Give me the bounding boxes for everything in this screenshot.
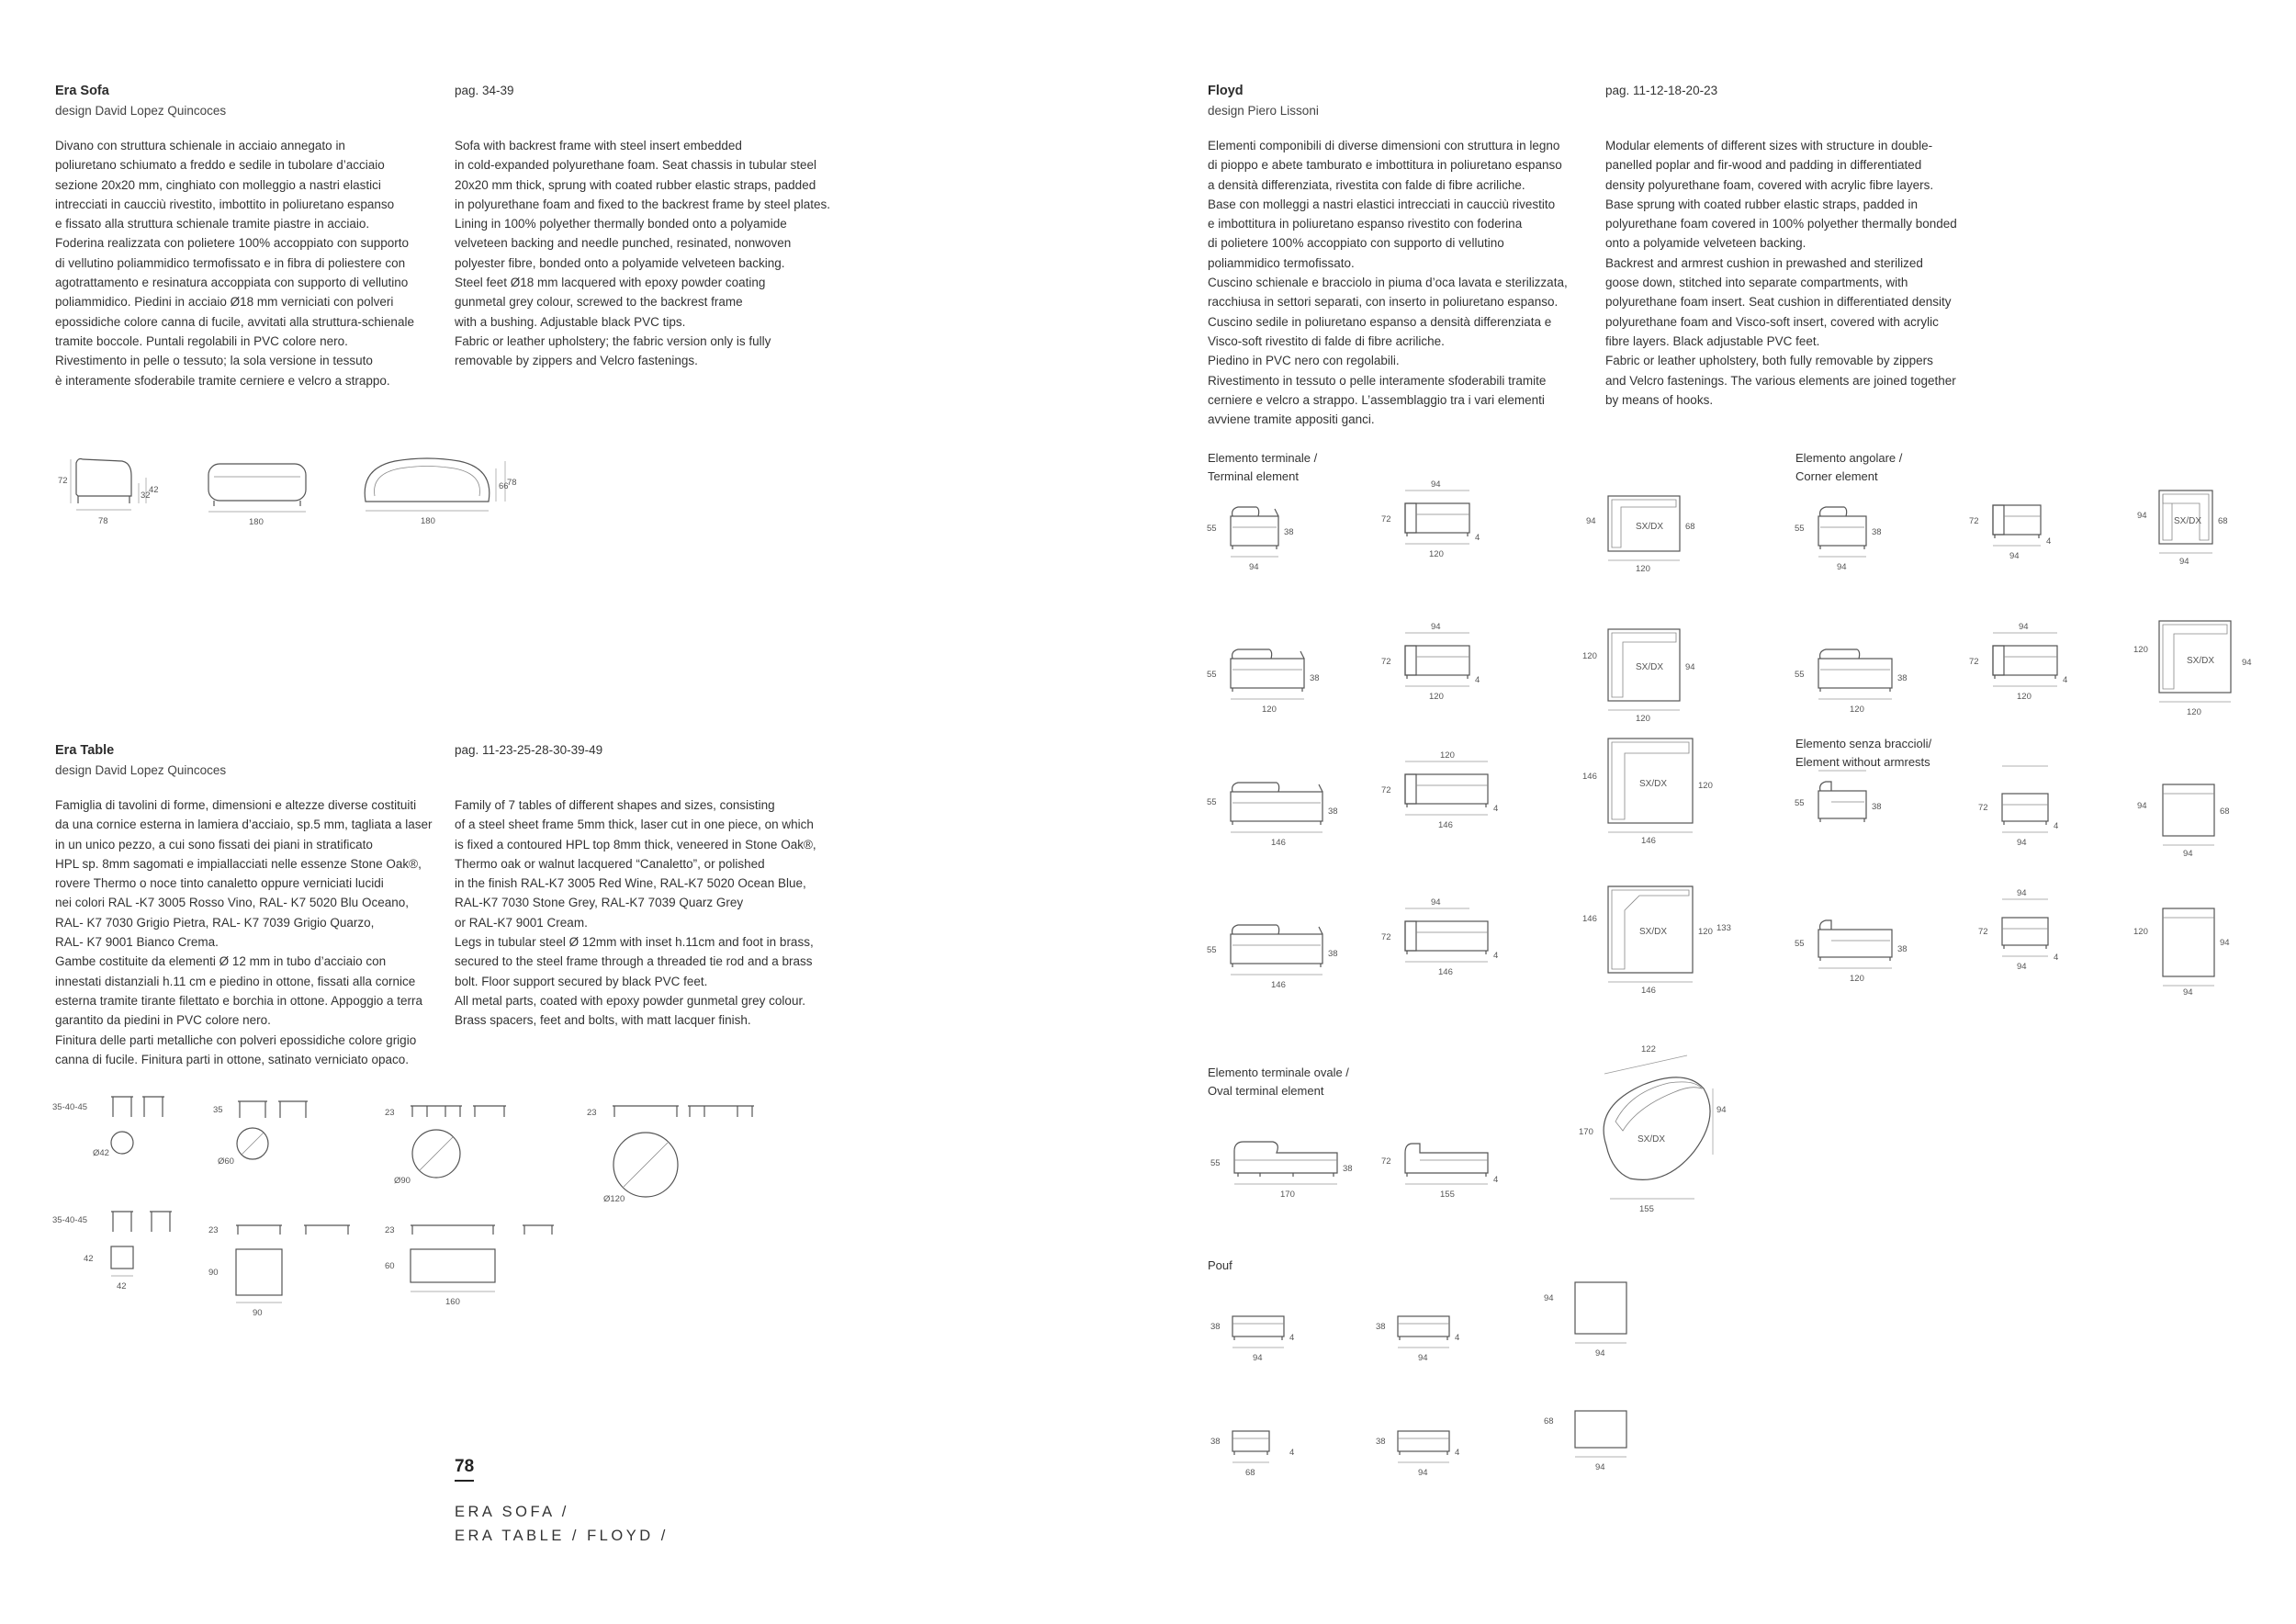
era-table-sq-w: 42	[117, 1281, 127, 1291]
floyd-pouf-3	[1529, 1277, 1658, 1369]
dim-text: 4	[1455, 1333, 1460, 1343]
floyd-designer: design Piero Lissoni	[1208, 104, 1319, 118]
dim-text: 94	[2137, 511, 2147, 521]
dim-text: 4	[1493, 804, 1499, 814]
dim-text: 146	[1641, 986, 1656, 996]
dim-text: SX/DX	[1638, 1134, 1666, 1145]
dim-text: 4	[1493, 1175, 1499, 1185]
dim-text: 155	[1639, 1204, 1654, 1214]
floyd-terminal-front-4	[1203, 914, 1350, 997]
floyd-corner-front-1	[1791, 496, 1901, 579]
dim-text: 4	[2054, 953, 2059, 963]
floyd-corner-side-2	[1956, 620, 2085, 721]
floyd-terminal-front-2	[1203, 638, 1332, 721]
dim-text: 4	[1475, 675, 1480, 685]
dim-text: 4	[2054, 821, 2059, 831]
dim-text: 38	[1897, 944, 1908, 954]
dim-text: 38	[1897, 673, 1908, 683]
dim-text: 72	[1381, 1156, 1391, 1167]
dim-text: 55	[1210, 1158, 1221, 1168]
dim-text: SX/DX	[2174, 516, 2202, 526]
dim-text: 4	[2063, 675, 2068, 685]
dim-text: 146	[1641, 836, 1656, 846]
era-table-r-w: 160	[445, 1297, 460, 1307]
dim-text: 68	[2218, 516, 2228, 526]
era-table-text-it: Famiglia di tavolini di forme, dimensioni e altezze diverse costituiti da una cornice esterna in lamiera d’acciaio, sp.5 mm, tagliata a laser in un unico pezzo, a cui sono fissati dei piani in stratificato HPL sp. 8mm sagomati e impiallacciati nelle essenze Stone Oak®, rovere Thermo o noce tinto canaletto oppure verniciati lucidi nei colori RAL -K7 3005 Rosso Vino, RAL- K7 5020 Blu Oceano, RAL- K7 7030 Grigio Pietra, RAL- K7 7039 Grigio Quarzo, RAL- K7 9001 Bianco Crema. Gambe costituite da elementi Ø 12 mm in tubo d’acciaio con innestati distanziali h.11 cm e piedino in ottone, fissati alla cornice esterna tramite tirante filettato e borchia in ottone. Appoggio a terra garantito da piedini in PVC colore nero. Finitura delle parti metalliche con polveri epossidiche colore grigio canna di fucile. Finitura parti in ottone, satinato verniciato opaco.	[55, 798, 433, 1066]
dim-text: 38	[1376, 1322, 1386, 1332]
dim-text: 94	[2019, 622, 2029, 632]
footer-title: ERA SOFA / ERA TABLE / FLOYD /	[455, 1504, 669, 1544]
era-table-h4: 23	[587, 1108, 597, 1118]
floyd-text-it: Elementi componibili di diverse dimensioni con struttura in legno di pioppo e abete tamburato e imbottitura in poliuretano espanso a densità differenziata, rivestita con falde di fibre acriliche. Base con molleggi a nastri elastici intrecciati in caucciù rivestito e imbottitura in poliuretano espanso rivestito con foderina di polietere 100% accoppiato con supporto di vellutino poliammidico termofissato. Cuscino schienale e bracciolo in piuma d’oca lavata e sterilizzata, racchiusa in settori separati, con inserto in poliuretano espanso. Cuscino sedile in poliuretano espanso a densità differenziata e Visco-soft rivestito di falde di fibre acriliche. Piedino in PVC nero con regolabili. Rivestimento in tessuto o pelle interamente sfoderabili tramite cerniere e velcro a strappo. L’assemblaggio tra i vari elementi avviene tramite appositi ganci.	[1208, 139, 1568, 427]
era-table-h2: 35	[213, 1105, 223, 1115]
floyd-terminal-top-3	[1575, 735, 1731, 854]
dim-text: 94	[2183, 987, 2193, 998]
dim-text: 68	[1245, 1468, 1255, 1478]
dim-text: 94	[1544, 1293, 1554, 1303]
dim-text: 120	[1429, 549, 1444, 559]
dim-text: 120	[1698, 927, 1713, 937]
floyd-oval-front	[1203, 1125, 1368, 1212]
era-sofa-top-d1: 66	[499, 481, 509, 491]
era-sofa-top-drawing	[349, 450, 517, 528]
dim-text: 72	[1978, 927, 1988, 937]
dim-text: 94	[2242, 658, 2252, 668]
dim-text: 72	[1381, 932, 1391, 942]
dim-text: 120	[2187, 707, 2201, 717]
floyd-corner-top-1	[2126, 487, 2264, 579]
dim-text: 38	[1328, 806, 1338, 817]
dim-text: 146	[1271, 838, 1286, 848]
dim-text: 133	[1716, 923, 1731, 933]
dim-text: 146	[1438, 820, 1453, 830]
dim-text: SX/DX	[1639, 779, 1668, 789]
dim-text: 4	[2046, 536, 2052, 547]
era-sofa-front-w: 180	[249, 517, 264, 527]
era-table-m-h: 23	[208, 1225, 219, 1235]
dim-text: SX/DX	[1636, 522, 1664, 532]
era-sofa-side-drawing	[51, 450, 179, 524]
floyd-pages: pag. 11-12-18-20-23	[1605, 84, 1718, 97]
dim-text: 94	[2179, 557, 2189, 567]
dim-text: 68	[1685, 522, 1695, 532]
floyd-noarm-top-1	[2126, 781, 2264, 863]
dim-text: 94	[2137, 801, 2147, 811]
dim-text: 94	[1595, 1462, 1605, 1472]
dim-text: 94	[1837, 562, 1847, 572]
floyd-terminal-label: Elemento terminale / Terminal element	[1208, 451, 1318, 483]
dim-text: 94	[1685, 662, 1695, 672]
floyd-pouf-5	[1368, 1415, 1497, 1488]
dim-text: 146	[1438, 967, 1453, 977]
floyd-text-en: Modular elements of different sizes with structure in double- panelled poplar and fir-wood and padding in differentiated density polyurethane foam, covered with acrylic fibre layers. Base sprung with coated rubber elastic straps, padded in polyurethane foam covered in 100% polyether thermally bonded onto a polyamide velveteen backing. Backrest and armrest cushion in prewashed and sterilized goose down, stitched into separate compartments, with polyurethane foam insert. Seat cushion in differentiated density polyurethane foam and Visco-soft insert, covered with acrylic fibre layers. Black adjustable PVC feet. Fabric or leather upholstery, both fully removable by zippers and Velcro fastenings. The various elements are joined together by means of hooks.	[1605, 139, 1957, 407]
era-sofa-arm-h: 42	[149, 485, 159, 495]
era-table-h1: 35-40-45	[52, 1102, 88, 1112]
floyd-noarm-top-2	[2126, 905, 2264, 997]
floyd-corner-front-2	[1791, 638, 1919, 721]
dim-text: 120	[1429, 692, 1444, 702]
dim-text: 155	[1440, 1190, 1455, 1200]
dim-text: 120	[1440, 750, 1455, 761]
dim-text: 146	[1271, 980, 1286, 990]
era-table-designer: design David Lopez Quincoces	[55, 763, 227, 777]
era-table-square-drawing	[51, 1208, 179, 1291]
dim-text: 120	[1636, 714, 1650, 724]
dim-text: 94	[2017, 962, 2027, 972]
era-table-m-w: 90	[253, 1308, 263, 1318]
dim-text: 38	[1872, 802, 1882, 812]
page-number: 78	[455, 1457, 474, 1482]
dim-text: 4	[1475, 533, 1480, 543]
dim-text: 38	[1376, 1437, 1386, 1447]
era-table-title: Era Table	[55, 743, 115, 758]
floyd-corner-top-2	[2126, 615, 2282, 721]
floyd-pouf-4	[1203, 1415, 1332, 1488]
dim-text: 94	[2220, 938, 2230, 948]
floyd-noarm-front-1	[1791, 767, 1901, 854]
dim-text: 4	[1455, 1448, 1460, 1458]
floyd-noarm-front-2	[1791, 909, 1919, 997]
era-table-d42-drawing	[51, 1093, 179, 1167]
era-table-m-d: 90	[208, 1268, 219, 1278]
floyd-oval-label: Elemento terminale ovale / Oval terminal element	[1208, 1066, 1349, 1098]
dim-text: 120	[1636, 564, 1650, 574]
dim-text: 38	[1210, 1322, 1221, 1332]
dim-text: 120	[2133, 927, 2148, 937]
era-table-d60-drawing	[207, 1098, 326, 1171]
floyd-terminal-side-4	[1368, 896, 1515, 997]
floyd-pouf-1	[1203, 1300, 1332, 1373]
era-table-d120-drawing	[583, 1102, 767, 1203]
dim-text: 94	[1431, 479, 1441, 490]
era-sofa-front-drawing	[197, 455, 317, 528]
dim-text: 94	[1595, 1348, 1605, 1359]
floyd-title: Floyd	[1208, 84, 1244, 98]
era-sofa-text-en: Sofa with backrest frame with steel insert embedded in cold-expanded polyurethane foam. Seat chassis in tubular steel 20x20 mm thick, sprung with coated rubber elastic straps, padded in polyurethane foam and fixed to the backrest frame by steel plates. Lining in 100% polyether thermally bonded onto a polyamide velveteen backing and needle punched, resinated, nonwoven polyester fibre, bonded onto a polyamide velveteen backing. Steel feet Ø18 mm lacquered with epoxy powder coating gunmetal grey colour, screwed to the backrest frame with a bushing. Adjustable black PVC tips. Fabric or leather upholstery; the fabric version only is fully removable by zippers and Velcro fastenings.	[455, 139, 830, 368]
dim-text: 72	[1381, 514, 1391, 524]
dim-text: 94	[1249, 562, 1259, 572]
dim-text: SX/DX	[2187, 656, 2215, 666]
dim-text: 120	[1698, 781, 1713, 791]
dim-text: 55	[1207, 797, 1217, 807]
era-table-d42: Ø42	[93, 1148, 109, 1158]
era-table-sq-s: 42	[84, 1254, 94, 1264]
era-table-sq-h: 35-40-45	[52, 1215, 88, 1225]
dim-text: 94	[1418, 1353, 1428, 1363]
dim-text: 72	[1381, 657, 1391, 667]
era-table-pages: pag. 11-23-25-28-30-39-49	[455, 743, 603, 757]
floyd-pouf-2	[1368, 1300, 1497, 1373]
dim-text: 94	[2017, 838, 2027, 848]
dim-text: 120	[1850, 705, 1864, 715]
dim-text: 120	[2133, 645, 2148, 655]
dim-text: 146	[1582, 914, 1597, 924]
floyd-corner-side-1	[1956, 496, 2066, 579]
dim-text: 72	[1969, 516, 1979, 526]
era-sofa-side-w: 78	[98, 516, 108, 526]
floyd-terminal-front-1	[1203, 496, 1313, 579]
dim-text: 146	[1582, 772, 1597, 782]
dim-text: 38	[1310, 673, 1320, 683]
dim-text: 120	[1582, 651, 1597, 661]
floyd-noarm-side-1	[1956, 762, 2066, 859]
dim-text: SX/DX	[1636, 662, 1664, 672]
dim-text: 94	[1431, 622, 1441, 632]
dim-text: 94	[1418, 1468, 1428, 1478]
dim-text: 120	[2017, 692, 2032, 702]
dim-text: 94	[2017, 888, 2027, 898]
era-table-d120: Ø120	[603, 1194, 625, 1204]
era-sofa-title: Era Sofa	[55, 84, 109, 98]
era-table-d90-drawing	[381, 1102, 546, 1185]
dim-text: 94	[1431, 897, 1441, 908]
dim-text: 38	[1872, 527, 1882, 537]
floyd-noarm-side-2	[1956, 888, 2066, 997]
floyd-terminal-top-1	[1575, 487, 1731, 579]
dim-text: 55	[1207, 524, 1217, 534]
era-sofa-seat-h: 32	[141, 491, 151, 501]
dim-text: 94	[2009, 551, 2020, 561]
floyd-terminal-top-2	[1575, 620, 1731, 726]
dim-text: 38	[1343, 1164, 1353, 1174]
era-table-d90: Ø90	[394, 1176, 411, 1186]
era-sofa-top-w: 180	[421, 516, 435, 526]
era-sofa-pages: pag. 34-39	[455, 84, 514, 97]
dim-text: 4	[1289, 1448, 1295, 1458]
dim-text: 4	[1289, 1333, 1295, 1343]
era-table-d60: Ø60	[218, 1156, 234, 1167]
dim-text: 38	[1210, 1437, 1221, 1447]
dim-text: 38	[1284, 527, 1294, 537]
floyd-oval-top	[1566, 1044, 1750, 1217]
era-table-text-en: Family of 7 tables of different shapes and sizes, consisting of a steel sheet frame 5mm thick, laser cut in one piece, on which is fixed a contoured HPL top 8mm thick, veneered in Stone Oak®, Thermo oak or walnut lacquered “Canaletto”, or polished in the finish RAL-K7 3005 Red Wine, RAL-K7 5020 Ocean Blue, RAL-K7 7030 Stone Grey, RAL-K7 7039 Quarz Grey or RAL-K7 9001 Cream. Legs in tubular steel Ø 12mm with inset h.11cm and foot in brass, secured to the steel frame through a threaded tie rod and a brass bolt. Floor support secured by black PVC feet. All metal parts, coated with epoxy powder gunmetal grey colour. Brass spacers, feet and bolts, with matt lacquer finish.	[455, 798, 816, 1028]
floyd-oval-side	[1368, 1125, 1515, 1212]
dim-text: 170	[1280, 1190, 1295, 1200]
dim-text: 38	[1328, 949, 1338, 959]
dim-text: 170	[1579, 1127, 1593, 1137]
era-sofa-top-d2: 78	[507, 478, 517, 488]
floyd-terminal-side-3	[1368, 749, 1515, 850]
era-sofa-text-it: Divano con struttura schienale in acciaio annegato in poliuretano schiumato a freddo e sedile in tubolare d’acciaio sezione 20x20 mm, cinghiato con molleggio a nastri elastici intrecciati in caucciù rivestito, imbottito in poliuretano espanso e fissato alla struttura schienale tramite piastre in acciaio. Foderina realizzata con polietere 100% accoppiato con supporto di vellutino poliammidico termofissato e in fibra di poliestere con agotrattamento e resinatura accoppiata con supporto di vellutino poliammidico. Piedini in acciaio Ø18 mm verniciati con polveri epossidiche colore canna di fucile, avvitati alla struttura-schienale tramite boccole. Puntali regolabili in PVC colore nero. Rivestimento in pelle o tessuto; la sola versione in tessuto è interamente sfoderabile tramite cerniere e velcro a strappo.	[55, 139, 414, 388]
dim-text: 55	[1207, 670, 1217, 680]
era-sofa-designer: design David Lopez Quincoces	[55, 104, 227, 118]
dim-text: 4	[1493, 951, 1499, 961]
era-table-rect-drawing	[381, 1222, 565, 1323]
floyd-pouf-6	[1529, 1405, 1658, 1479]
dim-text: 55	[1795, 798, 1805, 808]
floyd-terminal-side-2	[1368, 620, 1497, 721]
floyd-noarm-label: Elemento senza braccioli/ Element without armrests	[1795, 737, 1932, 769]
dim-text: 68	[2220, 806, 2230, 817]
floyd-terminal-top-4	[1575, 877, 1740, 1001]
dim-text: 55	[1795, 524, 1805, 534]
floyd-terminal-side-1	[1368, 478, 1497, 579]
dim-text: 120	[1850, 974, 1864, 984]
dim-text: 94	[1586, 516, 1596, 526]
dim-text: 120	[1262, 705, 1277, 715]
dim-text: 94	[1716, 1105, 1727, 1115]
dim-text: SX/DX	[1639, 927, 1668, 937]
dim-text: 94	[2183, 849, 2193, 859]
dim-text: 55	[1795, 939, 1805, 949]
dim-text: 72	[1381, 785, 1391, 795]
floyd-pouf-label: Pouf	[1208, 1258, 1232, 1272]
era-table-r-d: 60	[385, 1261, 395, 1271]
era-table-medium-drawing	[207, 1222, 363, 1323]
dim-text: 72	[1978, 803, 1988, 813]
era-sofa-side-h: 72	[58, 476, 68, 486]
floyd-terminal-front-3	[1203, 772, 1350, 854]
dim-text: 55	[1207, 945, 1217, 955]
dim-text: 72	[1969, 657, 1979, 667]
era-table-r-h: 23	[385, 1225, 395, 1235]
dim-text: 68	[1544, 1416, 1554, 1427]
floyd-corner-label: Elemento angolare / Corner element	[1795, 451, 1903, 483]
dim-text: 122	[1641, 1044, 1656, 1054]
era-table-h3: 23	[385, 1108, 395, 1118]
dim-text: 55	[1795, 670, 1805, 680]
dim-text: 94	[1253, 1353, 1263, 1363]
